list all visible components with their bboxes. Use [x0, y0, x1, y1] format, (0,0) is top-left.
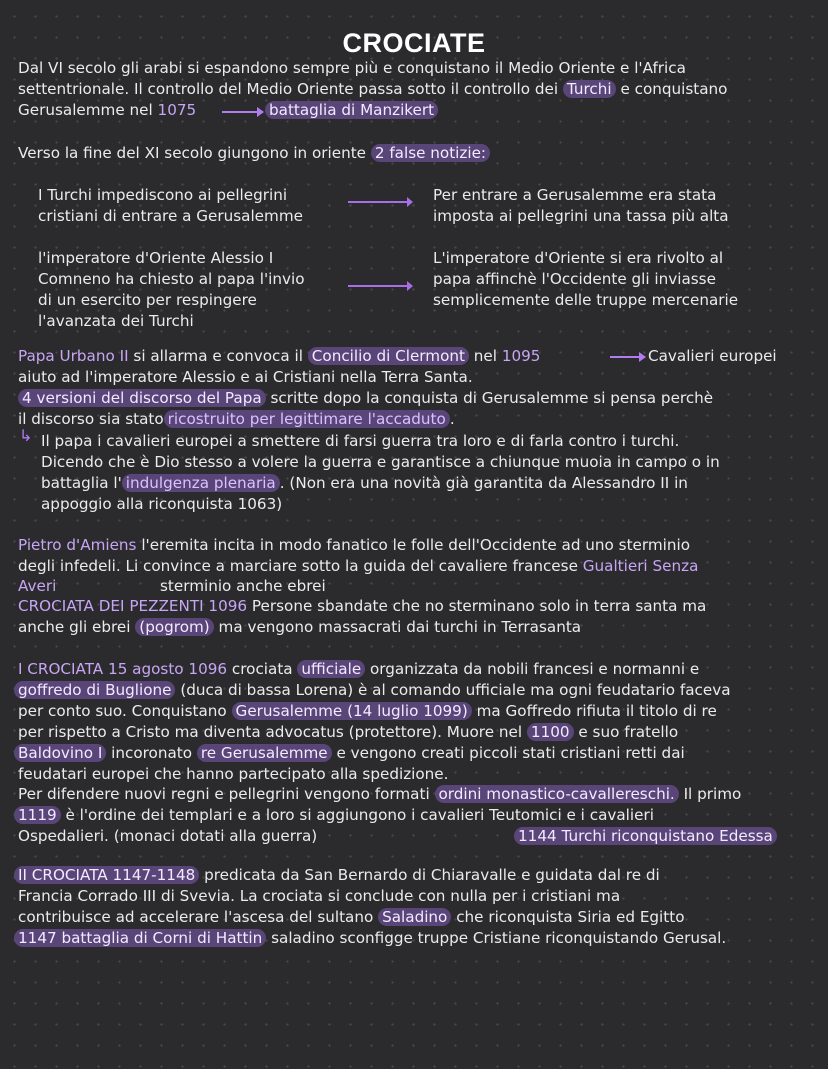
year-1095: 1095 [501, 347, 541, 365]
highlight-turchi: Turchi [563, 80, 616, 98]
urbano-line: 4 versioni del discorso del Papa scritte dopo la conquista di Gerusalemme si pensa perchè [18, 388, 713, 408]
urbano-line: Dicendo che è Dio stesso a volere la guerra e garantisce a chiunque muoia in campo o in [41, 453, 720, 471]
edessa-note: 1144 Turchi riconquistano Edessa [514, 826, 777, 846]
pietro-line: degli infedeli. Li convince a marciare sotto la guida del cavaliere francese Gualtieri Senza [18, 557, 699, 575]
saladino: Saladino [378, 908, 451, 926]
left-news-2-line: di un esercito per respingere [38, 291, 257, 309]
right-news-1-line: imposta ai pellegrini una tassa più alta [433, 207, 729, 225]
right-news-2-line: papa affinchè l'Occidente gli inviasse [433, 270, 716, 288]
ordini: ordini monastico-cavallereschi. [435, 785, 679, 803]
ricostruito: ricostruito per legittimare l'accaduto [164, 410, 450, 428]
gerusalemme-1099: Gerusalemme (14 luglio 1099) [232, 702, 472, 720]
arrow-icon [348, 201, 410, 203]
versioni-discorso: 4 versioni del discorso del Papa [18, 389, 266, 407]
arrow-icon [610, 356, 644, 358]
first-crusade-line: feudatari europei che hanno partecipato alla spedizione. [18, 765, 449, 783]
year-1075: 1075 [157, 101, 197, 119]
ufficiale: ufficiale [297, 660, 365, 678]
right-news-1-line: Per entrare a Gerusalemme era stata [433, 186, 717, 204]
manzikert-label: battaglia di Manzikert [265, 100, 438, 120]
second-crusade-line: contribuisce ad accelerare l'ascesa del sultano Saladino che riconquista Siria ed Egitto [18, 908, 685, 926]
first-crusade-line: Ospedalieri. (monaci dotati alla guerra) [18, 827, 318, 845]
arrow-icon [222, 111, 262, 113]
papa-urbano: Papa Urbano II [18, 347, 129, 365]
highlight-false-news: 2 false notizie: [371, 144, 490, 162]
re-gerusalemme: re Gerusalemme [197, 744, 332, 762]
page-title: CROCIATE [342, 28, 486, 58]
pietro-amiens: Pietro d'Amiens [18, 536, 137, 554]
pietro-line: Pietro d'Amiens l'eremita incita in modo fanatico le folle dell'Occidente ad uno sterminio [18, 536, 690, 554]
first-crusade-line: per rispetto a Cristo ma diventa advocatus (protettore). Muore nel 1100 e suo fratello [18, 723, 679, 741]
pietro-line: CROCIATA DEI PEZZENTI 1096 Persone sbandate che no sterminano solo in terra santa ma [18, 597, 707, 615]
first-crusade-line: I CROCIATA 15 agosto 1096 crociata ufficiale organizzata da nobili francesi e normanni e [18, 660, 700, 678]
second-crusade-line: II CROCIATA 1147-1148 predicata da San Bernardo di Chiaravalle e guidata dal re di [14, 865, 660, 885]
return-arrow-icon: ↳ [19, 426, 33, 445]
indulgenza-plenaria: indulgenza plenaria [122, 474, 280, 492]
first-crusade-line: 1119 è l'ordine dei templari e a loro si aggiungono i cavalieri Teutomici e i cavalieri [14, 805, 654, 825]
second-crusade-line: Francia Corrado III di Svevia. La crociata si conclude con nulla per i cristiani ma [18, 887, 621, 905]
intro-line: Gerusalemme nel 1075 [18, 101, 197, 119]
first-crusade-line: Per difendere nuovi regni e pellegrini vengono formati ordini monastico-cavallereschi. Il primo [18, 785, 742, 803]
left-news-2-line: l'avanzata dei Turchi [38, 312, 194, 330]
crociata-pezzenti: CROCIATA DEI PEZZENTI 1096 [18, 597, 248, 615]
goffredo: goffredo di Buglione [14, 681, 175, 699]
left-news-2-line: Comneno ha chiesto al papa l'invio [38, 270, 305, 288]
urbano-line: aiuto ad l'imperatore Alessio e ai Cristiani nella Terra Santa. [18, 368, 473, 386]
urbano-line: Il papa i cavalieri europei a smettere di farsi guerra tra loro e di farla contro i turchi. [41, 432, 680, 450]
second-crusade-line: 1147 battaglia di Corni di Hattin saladino sconfigge truppe Cristiane riconquistando Gerusal. [14, 928, 726, 948]
urbano-line: Papa Urbano II si allarma e convoca il Concilio di Clermont nel 1095 [18, 347, 541, 365]
pietro-line: anche gli ebrei (pogrom) ma vengono massacrati dai turchi in Terrasanta [18, 618, 582, 636]
pogrom: (pogrom) [135, 618, 213, 636]
second-crusade-title: II CROCIATA 1147-1148 [14, 866, 199, 884]
left-news-1-line: cristiani di entrare a Gerusalemme [38, 207, 303, 225]
first-crusade-line: per conto suo. Conquistano Gerusalemme (14 luglio 1099) ma Goffredo rifiuta il titolo di re [18, 702, 717, 720]
urbano-line: battaglia l' indulgenza plenaria . (Non era una novità già garantita da Alessandro II in [41, 474, 688, 492]
concilio-clermont: Concilio di Clermont [308, 347, 469, 365]
intro-line: settentrionale. Il controllo del Medio Oriente passa sotto il controllo dei Turchi e conquistano [18, 80, 728, 98]
first-crusade-title: I CROCIATA 15 agosto 1096 [18, 660, 228, 678]
false-news-intro: Verso la fine del XI secolo giungono in oriente 2 false notizie: [18, 143, 490, 163]
baldovino: Baldovino I [14, 744, 106, 762]
hattin: 1147 battaglia di Corni di Hattin [14, 929, 266, 947]
right-news-2-line: semplicemente delle truppe mercenarie [433, 291, 739, 309]
cavalieri-europei: Cavalieri europei [648, 347, 777, 365]
pietro-line: Averi [18, 577, 57, 595]
urbano-line: appoggio alla riconquista 1063) [41, 495, 283, 513]
gualtieri: Gualtieri Senza [582, 557, 699, 575]
arrow-icon [348, 285, 410, 287]
left-news-1-line: I Turchi impediscono ai pellegrini [38, 186, 288, 204]
year-1100: 1100 [527, 723, 574, 741]
right-news-2-line: L'imperatore d'Oriente si era rivolto al [433, 249, 724, 267]
first-crusade-line: Baldovino I incoronato re Gerusalemme e vengono creati piccoli stati cristiani retti dai [14, 743, 685, 763]
left-news-2-line: l'imperatore d'Oriente Alessio I [38, 249, 274, 267]
sterminio-ebrei: sterminio anche ebrei [160, 577, 326, 595]
year-1119: 1119 [14, 806, 61, 824]
intro-line: Dal VI secolo gli arabi si espandono sempre più e conquistano il Medio Oriente e l'Africa [18, 59, 686, 77]
urbano-line: il discorso sia stato ricostruito per legittimare l'accaduto . [18, 410, 455, 428]
first-crusade-line: goffredo di Buglione (duca di bassa Lorena) è al comando ufficiale ma ogni feudatario faceva [14, 680, 731, 700]
